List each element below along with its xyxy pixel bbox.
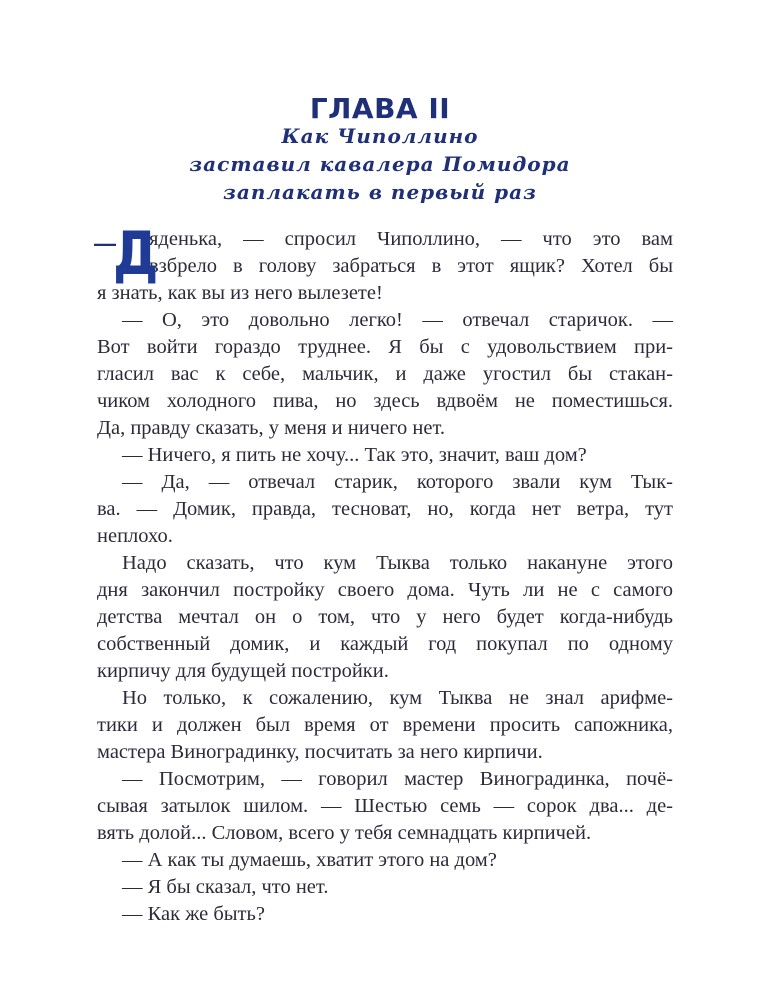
text-line: — Ничего, я пить не хочу... Так это, значит, ваш дом? [122, 444, 587, 466]
text-line: — Посмотрим, — говорил мастер Виноградинка, почё- [122, 768, 673, 790]
text-line: Вот войти гораздо труднее. Я бы с удовольствием при- [97, 336, 673, 358]
text-line: я знать, как вы из него вылезете! [97, 282, 383, 304]
text-line: тики и должен был время от времени просить сапожника, [97, 714, 673, 736]
chapter-title: ГЛАВА II [309, 92, 451, 125]
text-line: — О, это довольно легко! — отвечал старичок. — [122, 309, 673, 331]
text-line: взбрело в голову забраться в этот ящик? Хотел бы [149, 255, 673, 277]
text-line: собственный домик, и каждый год покупал по одному [97, 633, 673, 655]
text-line: — А как ты думаешь, хватит этого на дом? [122, 849, 497, 871]
text-line: дня закончил постройку своего дома. Чуть ли не с самого [97, 579, 673, 601]
text-line: — Как же быть? [122, 903, 265, 925]
text-line: вять долой... Словом, всего у тебя семнадцать кирпичей. [97, 822, 592, 844]
chapter-subtitle-line: заплакать в первый раз [223, 180, 537, 204]
text-line: — Я бы сказал, что нет. [122, 876, 329, 898]
text-line: кирпичу для будущей постройки. [97, 660, 389, 682]
text-line: ва. — Домик, правда, тесноват, но, когда нет ветра, тут [97, 498, 673, 520]
text-line: детства мечтал он о том, что у него будет когда-нибудь [97, 606, 673, 628]
chapter-subtitle-line: заставил кавалера Помидора [189, 152, 571, 176]
text-line: Но только, к сожалению, кум Тыква не знал арифме- [122, 687, 673, 709]
text-line: Надо сказать, что кум Тыква только накануне этого [122, 552, 673, 574]
text-line: гласил вас к себе, мальчик, и даже угостил бы стакан- [97, 363, 673, 385]
text-line: — Да, — отвечал старик, которого звали кум Тык- [122, 471, 673, 493]
chapter-subtitle-line: Как Чиполлино [281, 124, 479, 148]
chapter-text [94, 219, 673, 928]
text-line: Да, правду сказать, у меня и ничего нет. [97, 417, 445, 439]
text-line: неплохо. [97, 525, 173, 547]
text-line: сывая затылок шилом. — Шестью семь — сорок два... де- [97, 795, 673, 817]
text-line: мастера Виноградинку, посчитать за него кирпичи. [97, 741, 543, 763]
drop-dash: — [94, 231, 116, 256]
text-line: яденька, — спросил Чиполлино, — что это вам [149, 228, 673, 250]
text-line: чиком холодного пива, но здесь вдвоём не поместишься. [97, 390, 673, 412]
drop-cap: Д [113, 219, 159, 289]
